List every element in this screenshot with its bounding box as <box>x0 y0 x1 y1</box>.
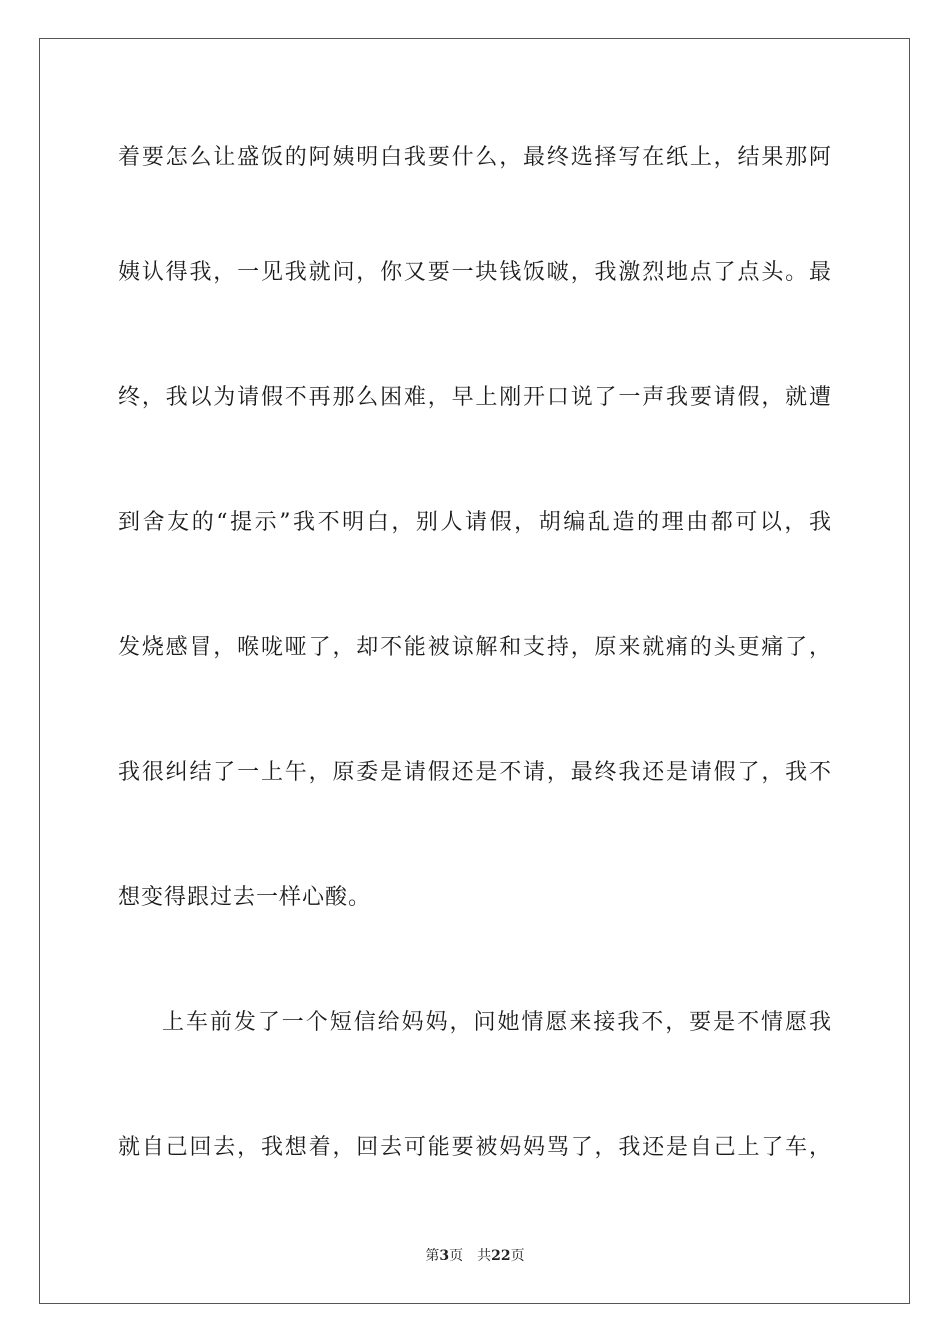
body-text-line: 姨认得我，一见我就问，你又要一块钱饭啵，我激烈地点了点头。最 <box>118 260 832 285</box>
body-text-line: 想变得跟过去一样心酸。 <box>118 885 372 910</box>
body-text-line: 着要怎么让盛饭的阿姨明白我要什么，最终选择写在纸上，结果那阿 <box>118 145 832 170</box>
body-text-line: 就自己回去，我想着，回去可能要被妈妈骂了，我还是自己上了车， <box>118 1135 832 1160</box>
body-text-line: 发烧感冒，喉咙哑了，却不能被谅解和支持，原来就痛的头更痛了， <box>118 635 832 660</box>
page-border <box>39 38 910 1304</box>
page-footer <box>0 1247 950 1265</box>
body-text-line: 到舍友的“提示”我不明白，别人请假，胡编乱造的理由都可以，我 <box>118 510 832 535</box>
page-suffix: 页 <box>449 1248 464 1264</box>
total-suffix: 页 <box>510 1248 525 1264</box>
total-prefix: 共 <box>477 1248 492 1264</box>
body-text-line: 我很纠结了一上午，原委是请假还是不请，最终我还是请假了，我不 <box>118 760 832 785</box>
paragraph-first-line: 上车前发了一个短信给妈妈，问她情愿来接我不，要是不情愿我 <box>162 1010 832 1035</box>
page-prefix: 第 <box>425 1248 440 1264</box>
body-text-line: 终，我以为请假不再那么困难，早上刚开口说了一声我要请假，就遭 <box>118 385 832 410</box>
total-pages: 22 <box>491 1248 511 1264</box>
page-number: 3 <box>439 1248 450 1264</box>
